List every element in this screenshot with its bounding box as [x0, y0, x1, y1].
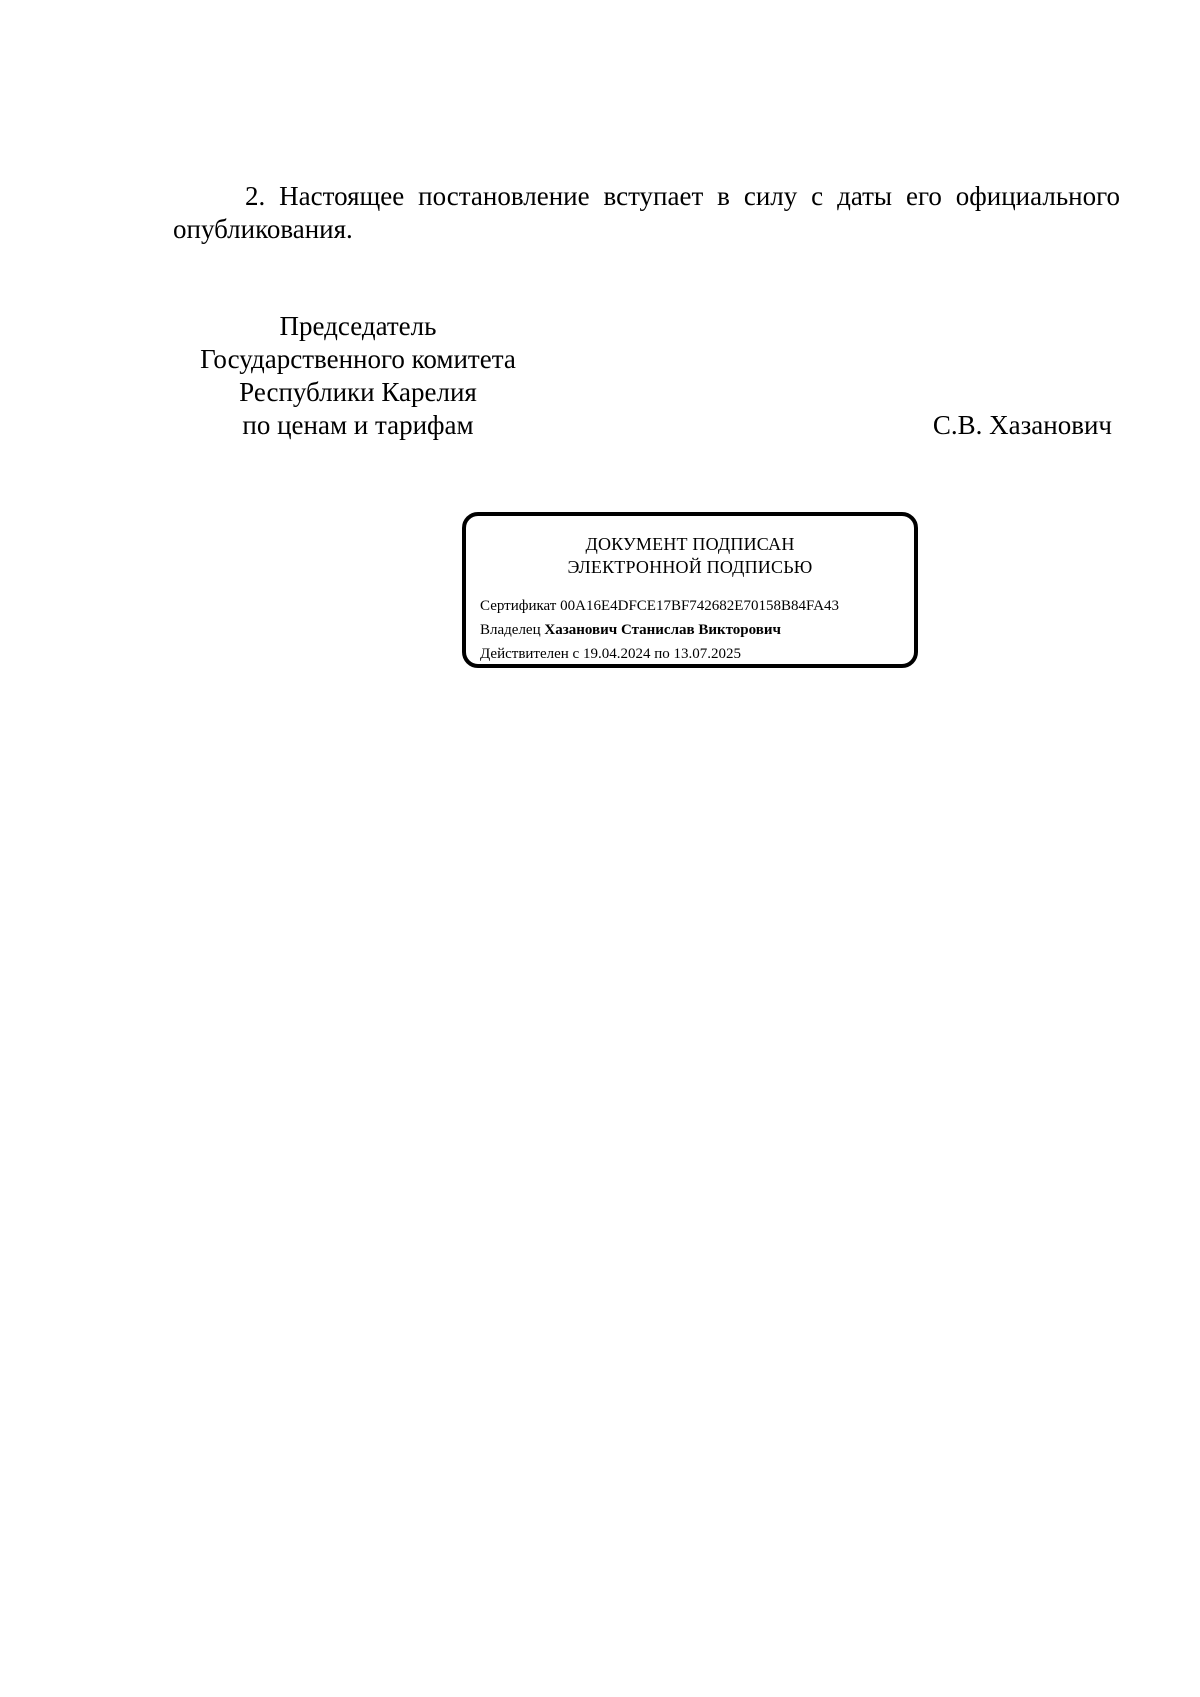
body-paragraph: 2. Настоящее постановление вступает в силу с даты его официального опубликования.: [173, 181, 1120, 244]
certificate-label: Сертификат: [480, 598, 557, 614]
position-line: Государственного комитета: [200, 344, 516, 374]
position-line: Республики Карелия: [239, 377, 477, 407]
signatory-position: [173, 310, 543, 442]
validity-row: [480, 642, 910, 666]
position-line: по ценам и тарифам: [242, 410, 474, 440]
valid-from-date: 19.04.2024: [582, 646, 651, 662]
stamp-title: [466, 533, 914, 579]
owner-label: Владелец: [480, 622, 541, 638]
certificate-value: 00A16E4DFCE17BF742682E70158B84FA43: [560, 598, 840, 614]
stamp-title-line: ДОКУМЕНТ ПОДПИСАН: [585, 534, 795, 554]
valid-from-label: Действителен с: [480, 646, 580, 662]
owner-value: Хазанович Станислав Викторович: [544, 622, 781, 638]
position-line: Председатель: [279, 311, 437, 341]
valid-to-label: по: [654, 646, 670, 662]
stamp-details: [480, 594, 910, 666]
owner-row: [480, 618, 910, 642]
signatory-name: С.В. Хазанович: [932, 410, 1112, 440]
certificate-row: [480, 594, 910, 618]
valid-to-date: 13.07.2025: [673, 646, 741, 662]
stamp-title-line: ЭЛЕКТРОННОЙ ПОДПИСЬЮ: [567, 557, 813, 577]
e-signature-stamp: [462, 512, 918, 668]
